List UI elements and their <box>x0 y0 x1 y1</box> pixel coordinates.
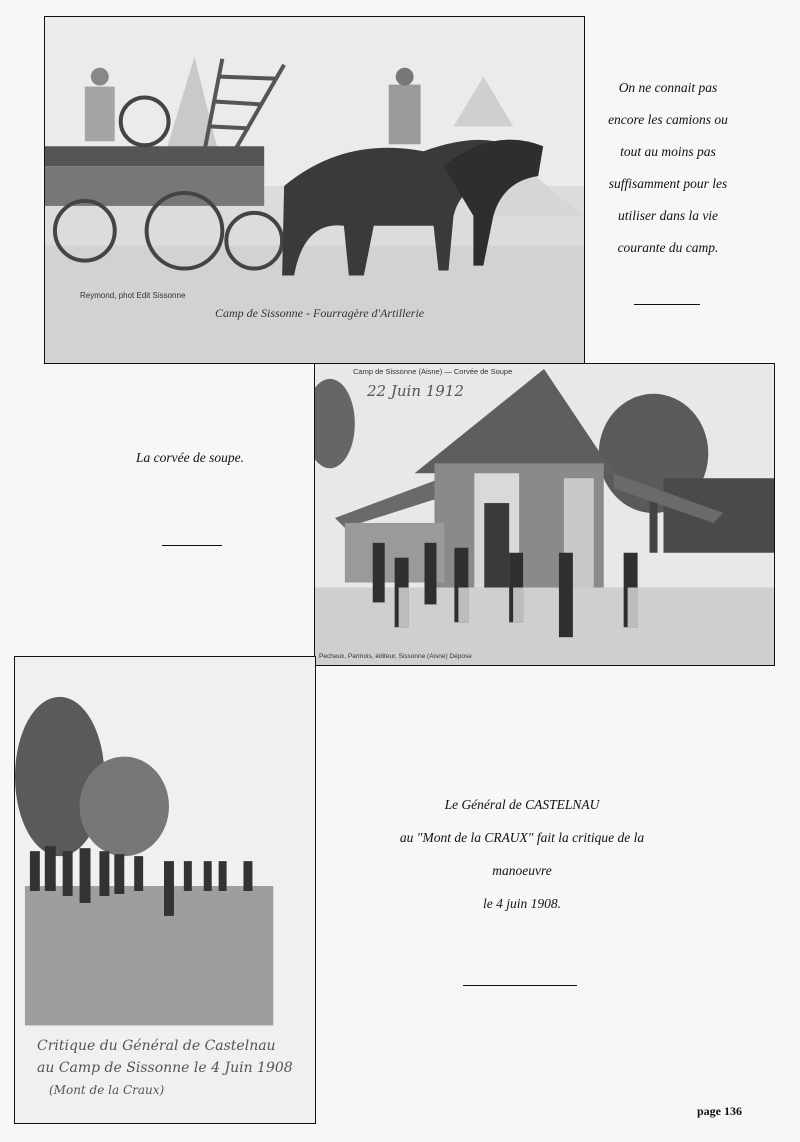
castelnau-note-line: le 4 juin 1908. <box>483 896 561 911</box>
castelnau-caption-line: au Camp de Sissonne le 4 Juin 1908 <box>37 1060 293 1076</box>
castelnau-handwritten-caption <box>37 1035 307 1101</box>
castelnau-note-line: Le Général de CASTELNAU <box>444 797 600 812</box>
soup-photo-image <box>315 364 774 665</box>
castelnau-caption-line: (Mont de la Craux) <box>49 1083 165 1097</box>
page-number: page 136 <box>697 1104 742 1118</box>
soup-photo-handwritten-date: 22 Juin 1912 <box>367 382 464 400</box>
castelnau-note-line: au "Mont de la CRAUX" fait la critique de la manoeuvre <box>399 830 645 878</box>
photo-artillery-wagon <box>44 16 585 364</box>
soup-photo-footer: Pecheux, Parmois, éditeur, Sissonne (Aisne) Dépose <box>319 653 472 660</box>
castelnau-caption-line: Critique du Général de Castelnau <box>37 1038 276 1054</box>
divider-trucks <box>634 304 700 305</box>
castelnau-note <box>372 788 672 920</box>
soup-note: La corvée de soupe. <box>136 450 244 465</box>
divider-castelnau <box>463 985 577 986</box>
trucks-note-line: On ne connait pas <box>618 80 718 95</box>
trucks-note <box>598 72 738 264</box>
divider-soup <box>162 545 222 546</box>
trucks-note-line: courante du camp. <box>617 240 719 255</box>
trucks-note-line: tout au moins pas <box>620 144 716 159</box>
trucks-note-line: utiliser dans la vie <box>617 208 719 223</box>
trucks-note-line: encore les camions ou <box>608 112 728 127</box>
wagon-photo-caption: Camp de Sissonne - Fourragère d'Artillerie <box>215 306 425 320</box>
photo-soup-duty <box>314 363 775 666</box>
soup-photo-header: Camp de Sissonne (Aisne) — Corvée de Soupe <box>353 367 513 376</box>
photo-general-castelnau <box>14 656 316 1124</box>
trucks-note-line: suffisamment pour les <box>608 176 728 191</box>
wagon-photo-credit: Reymond, phot Edit Sissonne <box>80 291 186 300</box>
